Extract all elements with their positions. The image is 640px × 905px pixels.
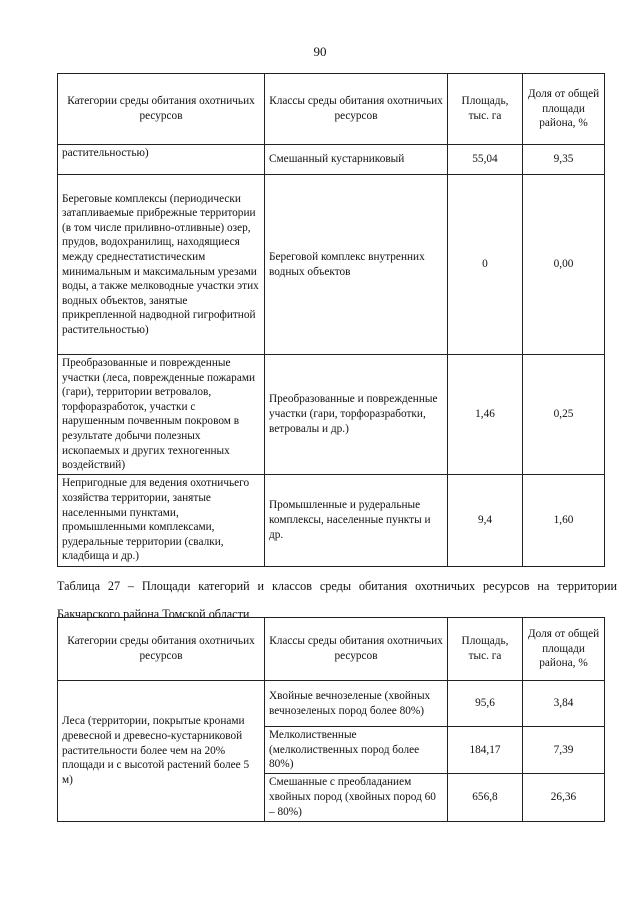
- table-row: [58, 474, 605, 566]
- page-number: 90: [313, 44, 327, 59]
- table-row: [58, 175, 605, 355]
- area-cell: 9,4: [448, 474, 523, 566]
- category-cell: Береговые комплексы (периодически затапливаемые прибрежные территории (в том числе приливно-отливные) озер, прудов, водохранилищ, находящиеся между среднестатистическим минимальным и максимальным урезами воды, а также мелководные участки этих водных объектов, занятые прикрепленной надводной гигрофитной растительностью): [58, 175, 265, 355]
- header-area: Площадь, тыс. га: [448, 618, 523, 681]
- header-class: Классы среды обитания охотничьих ресурсов: [265, 74, 448, 145]
- table-header-row: [58, 74, 605, 145]
- class-cell: Хвойные вечнозеленые (хвойных вечнозеленых пород более 80%): [265, 681, 448, 727]
- header-category: Категории среды обитания охотничьих ресурсов: [58, 74, 265, 145]
- category-cell: Непригодные для ведения охотничьего хозяйства территории, занятые населенными пунктами, промышленными комплексами, рудеральные территории (свалки, кладбища и др.): [58, 474, 265, 566]
- header-category: Категории среды обитания охотничьих ресурсов: [58, 618, 265, 681]
- area-cell: 184,17: [448, 727, 523, 774]
- share-cell: 1,60: [523, 474, 605, 566]
- share-cell: 0,00: [523, 175, 605, 355]
- category-cell: Леса (территории, покрытые кронами древесной и древесно-кустарниковой растительности более чем на 20% площади и с высотой растений более 5 м): [58, 681, 265, 822]
- area-cell: 1,46: [448, 355, 523, 475]
- table-row: [58, 355, 605, 475]
- table-row: [58, 145, 605, 175]
- area-cell: 95,6: [448, 681, 523, 727]
- header-share: Доля от общей площади района, %: [523, 74, 605, 145]
- header-class: Классы среды обитания охотничьих ресурсов: [265, 618, 448, 681]
- table-header-row: [58, 618, 605, 681]
- class-cell: Смешанный кустарниковый: [265, 145, 448, 175]
- class-cell: Мелколиственные (мелколиственных пород более 80%): [265, 727, 448, 774]
- share-cell: 0,25: [523, 355, 605, 475]
- share-cell: 3,84: [523, 681, 605, 727]
- category-cell: Преобразованные и поврежденные участки (леса, поврежденные пожарами (гари), территории ветровалов, торфоразработок, участки с нарушенным почвенным покровом в результате добычи полезных ископаемых и других техногенных воздействий): [58, 355, 265, 475]
- class-cell: Береговой комплекс внутренних водных объектов: [265, 175, 448, 355]
- share-cell: 7,39: [523, 727, 605, 774]
- area-cell: 55,04: [448, 145, 523, 175]
- table-caption: Таблица 27 – Площади категорий и классов среды обитания охотничьих ресурсов на территории Бакчарского района Томской области: [57, 579, 617, 621]
- habitat-table-continued: [57, 73, 605, 567]
- header-share: Доля от общей площади района, %: [523, 618, 605, 681]
- table-row: [58, 681, 605, 727]
- area-cell: 656,8: [448, 773, 523, 821]
- header-area: Площадь, тыс. га: [448, 74, 523, 145]
- class-cell: Преобразованные и поврежденные участки (гари, торфоразработки, ветровалы и др.): [265, 355, 448, 475]
- share-cell: 9,35: [523, 145, 605, 175]
- class-cell: Промышленные и рудеральные комплексы, населенные пункты и др.: [265, 474, 448, 566]
- habitat-table-27: [57, 617, 605, 822]
- class-cell: Смешанные с преобладанием хвойных пород (хвойных пород 60 – 80%): [265, 773, 448, 821]
- area-cell: 0: [448, 175, 523, 355]
- share-cell: 26,36: [523, 773, 605, 821]
- category-cell: растительностью): [58, 145, 265, 175]
